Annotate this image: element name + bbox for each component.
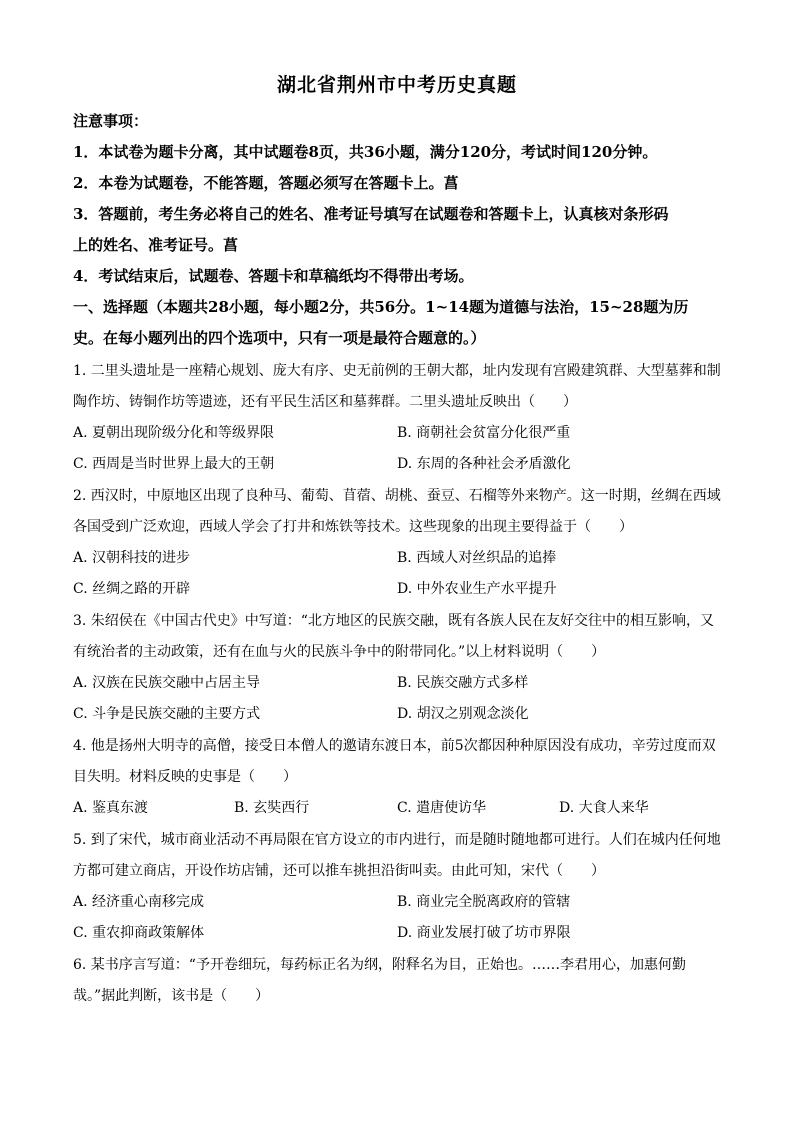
question-2-text: 各国受到广泛欢迎，西域人学会了打井和炼铁等技术。这些现象的出现主要得益于（ ） bbox=[73, 519, 633, 535]
question-5-text: 方都可建立商店，开设作坊店铺，还可以推车挑担沿街叫卖。由此可知，宋代（ ） bbox=[73, 863, 605, 879]
question-1-text: 1. 二里头遗址是一座精心规划、庞大有序、史无前例的王朝大都，址内发现有宫殿建筑群、大型墓葬和制 bbox=[73, 363, 721, 379]
question-1-option-d[interactable]: D. 东周的各种社会矛盾激化 bbox=[397, 456, 571, 472]
question-2-option-c[interactable]: C. 丝绸之路的开辟 bbox=[73, 581, 191, 597]
notice-item: 3．答题前，考生务必将自己的姓名、准考证号填写在试题卷和答题卡上，认真核对条形码 bbox=[73, 205, 669, 223]
question-3-option-b[interactable]: B. 民族交融方式多样 bbox=[397, 675, 529, 691]
section-header-line: 一、选择题（本题共28小题，每小题2分，共56分。1~14题为道德与法治，15~28题为历 bbox=[73, 298, 689, 316]
question-3-option-a[interactable]: A. 汉族在民族交融中占居主导 bbox=[73, 675, 261, 691]
question-3-option-c[interactable]: C. 斗争是民族交融的主要方式 bbox=[73, 706, 261, 722]
question-3-text: 3. 朱绍侯在《中国古代史》中写道：“北方地区的民族交融，既有各族人民在友好交往中的相互影响，又 bbox=[73, 613, 714, 629]
question-2-option-b[interactable]: B. 西域人对丝织品的追捧 bbox=[397, 550, 557, 566]
question-5-option-a[interactable]: A. 经济重心南移完成 bbox=[73, 894, 205, 910]
question-5-text: 5. 到了宋代，城市商业活动不再局限在官方设立的市内进行，而是随时随地都可进行。人们在城内任何地 bbox=[73, 832, 721, 848]
question-4-text: 目失明。材料反映的史事是（ ） bbox=[73, 769, 297, 785]
question-4-text: 4. 他是扬州大明寺的高僧，接受日本僧人的邀请东渡日本，前5次都因种种原因没有成功，辛劳过度而双 bbox=[73, 738, 716, 754]
question-5-option-d[interactable]: D. 商业发展打破了坊市界限 bbox=[397, 925, 571, 941]
question-2-option-d[interactable]: D. 中外农业生产水平提升 bbox=[397, 581, 557, 597]
question-6-text: 6. 某书序言写道：“予开卷细玩，每药标正名为纲，附释名为目，正始也。……李君用心，加惠何勤 bbox=[73, 957, 686, 973]
question-3-text: 有统治者的主动政策，还有在血与火的民族斗争中的附带同化。”以上材料说明（ ） bbox=[73, 644, 606, 660]
notice-heading: 注意事项： bbox=[73, 112, 149, 130]
notice-item: 1．本试卷为题卡分离，其中试题卷8页，共36小题，满分120分，考试时间120分钟。 bbox=[73, 143, 658, 161]
question-5-option-b[interactable]: B. 商业完全脱离政府的管辖 bbox=[397, 894, 571, 910]
question-5-option-c[interactable]: C. 重农抑商政策解体 bbox=[73, 925, 205, 941]
notice-item: 上的姓名、准考证号。菖 bbox=[73, 236, 239, 254]
question-4-option-c[interactable]: C. 遣唐使访华 bbox=[397, 800, 487, 816]
question-4-option-a[interactable]: A. 鉴真东渡 bbox=[73, 800, 149, 816]
page-title: 湖北省荆州市中考历史真题 bbox=[276, 74, 517, 96]
question-3-option-d[interactable]: D. 胡汉之别观念淡化 bbox=[397, 706, 529, 722]
question-1-option-a[interactable]: A. 夏朝出现阶级分化和等级界限 bbox=[73, 425, 275, 441]
question-6-text: 哉。”据此判断，该书是（ ） bbox=[73, 988, 270, 1004]
notice-item: 4．考试结束后，试题卷、答题卡和草稿纸均不得带出考场。 bbox=[73, 267, 474, 285]
question-4-option-d[interactable]: D. 大食人来华 bbox=[559, 800, 649, 816]
question-1-option-b[interactable]: B. 商朝社会贫富分化很严重 bbox=[397, 425, 571, 441]
question-1-option-c[interactable]: C. 西周是当时世界上最大的王朝 bbox=[73, 456, 275, 472]
notice-item: 2．本卷为试题卷，不能答题，答题必须写在答题卡上。菖 bbox=[73, 174, 459, 192]
question-2-text: 2. 西汉时，中原地区出现了良种马、葡萄、苜蓿、胡桃、蚕豆、石榴等外来物产。这一时期，丝绸在西域 bbox=[73, 488, 721, 504]
question-1-text: 陶作坊、铸铜作坊等遗迹，还有平民生活区和墓葬群。二里头遗址反映出（ ） bbox=[73, 394, 577, 410]
question-2-option-a[interactable]: A. 汉朝科技的进步 bbox=[73, 550, 191, 566]
section-header-line: 史。在每小题列出的四个选项中，只有一项是最符合题意的。） bbox=[73, 329, 486, 347]
question-4-option-b[interactable]: B. 玄奘西行 bbox=[234, 800, 310, 816]
